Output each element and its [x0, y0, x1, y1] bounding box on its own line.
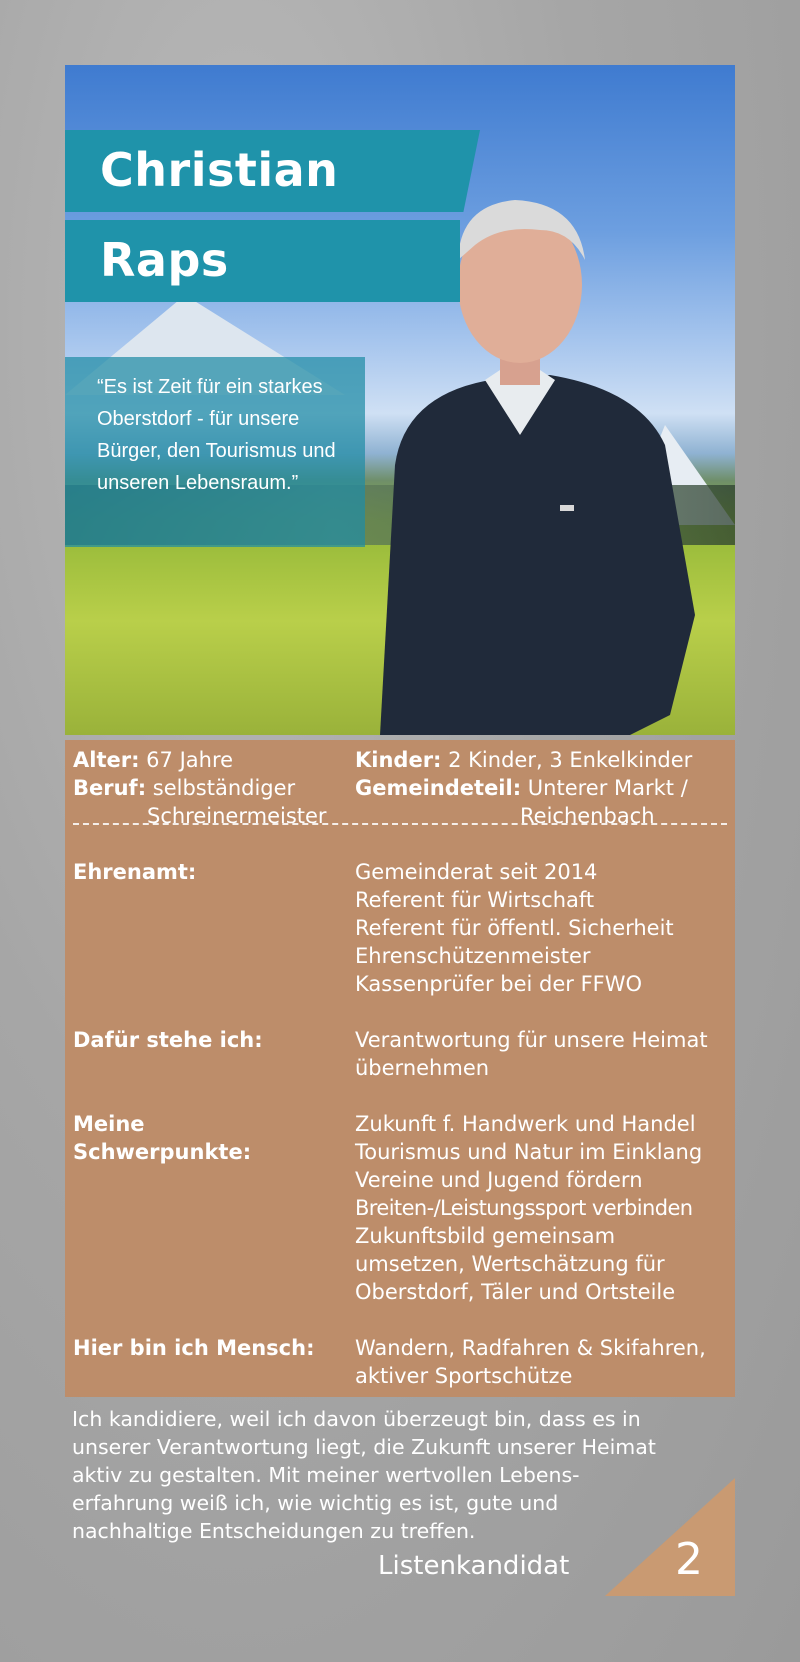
district-value-2: Reichenbach	[520, 804, 655, 828]
statement-line: unserer Verantwortung liegt, die Zukunft unserer Heimat	[72, 1435, 656, 1459]
children-label: Kinder:	[355, 748, 442, 772]
profession-label: Beruf:	[73, 776, 147, 800]
human-line: Wandern, Radfahren & Skifahren,	[355, 1336, 706, 1360]
district-label: Gemeindeteil:	[355, 776, 522, 800]
ehrenamt-line: Kassenprüfer bei der FFWO	[355, 972, 643, 996]
candidate-photo	[65, 65, 735, 735]
profession-value-1: selbständiger	[146, 776, 296, 800]
ehrenamt-line: Ehrenschützenmeister	[355, 944, 591, 968]
statement-line: aktiv zu gestalten. Mit meiner wertvollen Lebens-	[72, 1463, 580, 1487]
ehrenamt-line: Gemeinderat seit 2014	[355, 860, 598, 884]
children-row	[355, 746, 692, 774]
focus-line: Vereine und Jugend fördern	[355, 1168, 643, 1192]
focus-label-1: Meine	[73, 1112, 145, 1136]
human-line: aktiver Sportschütze	[355, 1364, 573, 1388]
quote-box	[65, 357, 365, 547]
profession-value-2: Schreinermeister	[147, 804, 327, 828]
statement-line: erfahrung weiß ich, wie wichtig es ist, gute und	[72, 1491, 559, 1515]
stand-for-label: Dafür stehe ich:	[73, 1028, 263, 1052]
ehrenamt-label: Ehrenamt:	[73, 860, 197, 884]
dashed-divider	[73, 823, 727, 825]
age-row	[73, 746, 233, 774]
age-value: 67 Jahre	[139, 748, 234, 772]
focus-line: Zukunftsbild gemeinsam	[355, 1224, 616, 1248]
statement-line: nachhaltige Entscheidungen zu treffen.	[72, 1519, 476, 1543]
district-value-1: Unterer Markt /	[521, 776, 688, 800]
details-box	[65, 740, 735, 1397]
age-label: Alter:	[73, 748, 140, 772]
candidate-first-name: Christian	[100, 143, 339, 197]
focus-line: Oberstdorf, Täler und Ortsteile	[355, 1280, 676, 1304]
profession-row	[73, 774, 295, 802]
list-candidate-label: Listenkandidat	[378, 1551, 570, 1581]
ehrenamt-line: Referent für öffentl. Sicherheit	[355, 916, 674, 940]
candidate-last-name: Raps	[100, 233, 229, 287]
ehrenamt-line: Referent für Wirtschaft	[355, 888, 595, 912]
children-value: 2 Kinder, 3 Enkelkinder	[441, 748, 693, 772]
district-row	[355, 774, 688, 802]
focus-line: Breiten-/Leistungssport verbinden	[355, 1196, 693, 1220]
list-number: 2	[675, 1534, 703, 1585]
stand-for-line: übernehmen	[355, 1056, 490, 1080]
stand-for-line: Verantwortung für unsere Heimat	[355, 1028, 708, 1052]
focus-line: Tourismus und Natur im Einklang	[355, 1140, 703, 1164]
statement-line: Ich kandidiere, weil ich davon überzeugt bin, dass es in	[72, 1407, 641, 1431]
quote-text: “Es ist Zeit für ein starkes Oberstdorf - für unsere Bürger, den Tourismus und unseren Lebensraum.”	[97, 376, 336, 494]
focus-line: Zukunft f. Handwerk und Handel	[355, 1112, 696, 1136]
focus-label-2: Schwerpunkte:	[73, 1140, 252, 1164]
focus-line: umsetzen, Wertschätzung für	[355, 1252, 665, 1276]
candidacy-statement	[72, 1405, 742, 1545]
human-label: Hier bin ich Mensch:	[73, 1336, 315, 1360]
